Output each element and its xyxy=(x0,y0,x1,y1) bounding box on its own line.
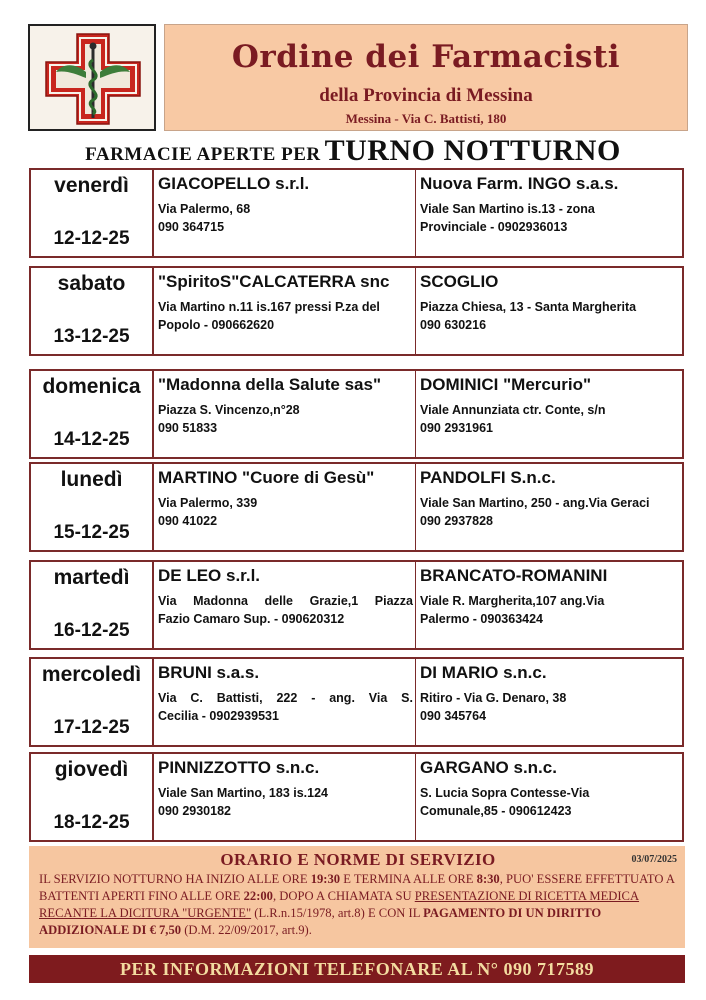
pharmacy-name: "SpiritoS"CALCATERRA snc xyxy=(158,272,390,291)
day-date: 16-12-25 xyxy=(53,620,130,641)
schedule-row xyxy=(29,168,684,258)
header xyxy=(28,24,688,131)
pharmacy-address: Viale Annunziata ctr. Conte, s/n xyxy=(420,403,606,417)
pharmacy-name: DOMINICI "Mercurio" xyxy=(420,375,592,394)
pharmacy-address: Piazza Chiesa, 13 - Santa Margherita xyxy=(420,300,637,314)
title-banner xyxy=(164,24,688,131)
pharmacy-address: Ritiro - Via G. Denaro, 38 xyxy=(420,691,567,705)
schedule-row xyxy=(29,560,684,650)
service-rules xyxy=(29,846,685,948)
rules-title: ORARIO E NORME DI SERVIZIO xyxy=(220,850,496,869)
pharmacy-name: SCOGLIO xyxy=(420,272,499,291)
pharmacy-name: "Madonna della Salute sas" xyxy=(158,375,382,394)
day-name: domenica xyxy=(42,375,141,398)
office-address: Messina - Via C. Battisti, 180 xyxy=(345,111,507,126)
day-cell xyxy=(31,659,154,745)
day-date: 14-12-25 xyxy=(53,429,130,450)
pharmacy-right xyxy=(416,371,682,457)
day-cell xyxy=(31,562,154,648)
schedule-row xyxy=(29,266,684,356)
day-date: 13-12-25 xyxy=(53,326,130,347)
pharmacy-name: BRUNI s.a.s. xyxy=(158,663,260,682)
day-cell xyxy=(31,754,154,840)
pharmacy-address: Piazza S. Vincenzo,n°28 xyxy=(158,403,300,417)
pharmacy-name: GARGANO s.n.c. xyxy=(420,758,557,777)
pharmacy-right xyxy=(416,170,682,256)
rules-text: IL SERVIZIO NOTTURNO HA INIZIO ALLE ORE 19:30 E TERMINA ALLE ORE 8:30, PUO' ESSERE EFFETTUATO A BATTENTI APERTI FINO ALLE ORE 22:00, DOPO A CHIAMATA SU PRESENTAZIONE DI RICETTA MEDICA RECANTE LA DICITURA "URGENTE" (L.R.n.15/1978, art.8) E CON IL PAGAMENTO DI UN DIRITTO ADDIZIONALE DI € 7,50 (D.M. 22/09/2017, art.9). xyxy=(39,872,675,937)
pharmacy-address: Via Palermo, 68 xyxy=(158,202,251,216)
day-date: 18-12-25 xyxy=(53,812,130,833)
heading-prefix: FARMACIE APERTE PER xyxy=(85,144,321,165)
pharmacy-name: Nuova Farm. INGO s.a.s. xyxy=(420,174,619,193)
pharmacy-left xyxy=(154,371,416,457)
day-date: 12-12-25 xyxy=(53,228,130,249)
day-name: giovedì xyxy=(54,758,129,781)
day-name: martedì xyxy=(53,566,130,589)
heading-main: TURNO NOTTURNO xyxy=(324,134,621,167)
day-date: 17-12-25 xyxy=(53,717,130,738)
pharmacy-phone: Cecilia - 0902939531 xyxy=(158,709,279,723)
pharmacy-name: DI MARIO s.n.c. xyxy=(420,663,547,682)
pharmacy-left xyxy=(154,268,416,354)
pharmacy-right xyxy=(416,754,682,840)
pharmacy-right xyxy=(416,268,682,354)
pharmacy-address: Via Madonna delle Grazie,1 Piazza xyxy=(158,594,413,608)
day-date: 15-12-25 xyxy=(53,522,130,543)
day-name: sabato xyxy=(57,272,126,295)
pharmacy-name: PANDOLFI S.n.c. xyxy=(420,468,556,487)
schedule-row xyxy=(29,657,684,747)
pharmacy-phone: Fazio Camaro Sup. - 090620312 xyxy=(158,612,345,626)
schedule-row xyxy=(29,752,684,842)
pharmacy-phone: 090 630216 xyxy=(420,318,487,332)
pharmacy-left xyxy=(154,464,416,550)
day-name: mercoledì xyxy=(41,663,142,686)
pharmacy-phone: Provinciale - 0902936013 xyxy=(420,220,568,234)
page-title: Ordine dei Farmacisti xyxy=(231,39,621,75)
day-name: lunedì xyxy=(60,468,123,491)
pharmacy-phone: Popolo - 090662620 xyxy=(158,318,275,332)
pharmacy-left xyxy=(154,562,416,648)
pharmacy-name: GIACOPELLO s.r.l. xyxy=(158,174,310,193)
pharmacy-left xyxy=(154,170,416,256)
pharmacy-address: Viale R. Margherita,107 ang.Via xyxy=(420,594,605,608)
schedule-row xyxy=(29,369,684,459)
info-phone-banner: PER INFORMAZIONI TELEFONARE AL N° 090 717589 xyxy=(29,955,685,983)
pharmacy-left xyxy=(154,659,416,745)
pharmacy-name: DE LEO s.r.l. xyxy=(158,566,261,585)
pharmacy-phone: 090 345764 xyxy=(420,709,487,723)
pharmacy-right xyxy=(416,464,682,550)
pharmacy-address: Viale San Martino, 183 is.124 xyxy=(158,786,328,800)
pharmacy-name: BRANCATO-ROMANINI xyxy=(420,566,608,585)
subtitle: della Provincia di Messina xyxy=(319,85,533,106)
pharmacy-address: Viale San Martino is.13 - zona xyxy=(420,202,595,216)
pharmacy-address: Via C. Battisti, 222 - ang. Via S. xyxy=(158,691,413,705)
pharmacy-phone: Palermo - 090363424 xyxy=(420,612,544,626)
pharmacy-name: MARTINO "Cuore di Gesù" xyxy=(158,468,375,487)
rules-date: 03/07/2025 xyxy=(631,854,677,865)
pharmacy-phone: 090 2930182 xyxy=(158,804,231,818)
pharmacy-cross-caduceus-icon xyxy=(44,32,142,126)
schedule-row xyxy=(29,462,684,552)
pharmacy-right xyxy=(416,562,682,648)
day-name: venerdì xyxy=(54,174,129,197)
pharmacy-phone: Comunale,85 - 090612423 xyxy=(420,804,572,818)
day-cell xyxy=(31,170,154,256)
pharmacy-left xyxy=(154,754,416,840)
section-heading xyxy=(0,134,706,168)
pharmacy-phone: 090 51833 xyxy=(158,421,218,435)
pharmacy-name: PINNIZZOTTO s.n.c. xyxy=(158,758,320,777)
pharmacy-phone: 090 2937828 xyxy=(420,514,493,528)
pharmacy-address: Via Martino n.11 is.167 pressi P.za del xyxy=(158,300,380,314)
pharmacy-address: Viale San Martino, 250 - ang.Via Geraci xyxy=(420,496,650,510)
pharmacy-phone: 090 364715 xyxy=(158,220,225,234)
logo xyxy=(28,24,156,131)
day-cell xyxy=(31,371,154,457)
pharmacy-phone: 090 41022 xyxy=(158,514,218,528)
day-cell xyxy=(31,464,154,550)
day-cell xyxy=(31,268,154,354)
pharmacy-right xyxy=(416,659,682,745)
pharmacy-address: Via Palermo, 339 xyxy=(158,496,258,510)
pharmacy-phone: 090 2931961 xyxy=(420,421,493,435)
pharmacy-address: S. Lucia Sopra Contesse-Via xyxy=(420,786,590,800)
